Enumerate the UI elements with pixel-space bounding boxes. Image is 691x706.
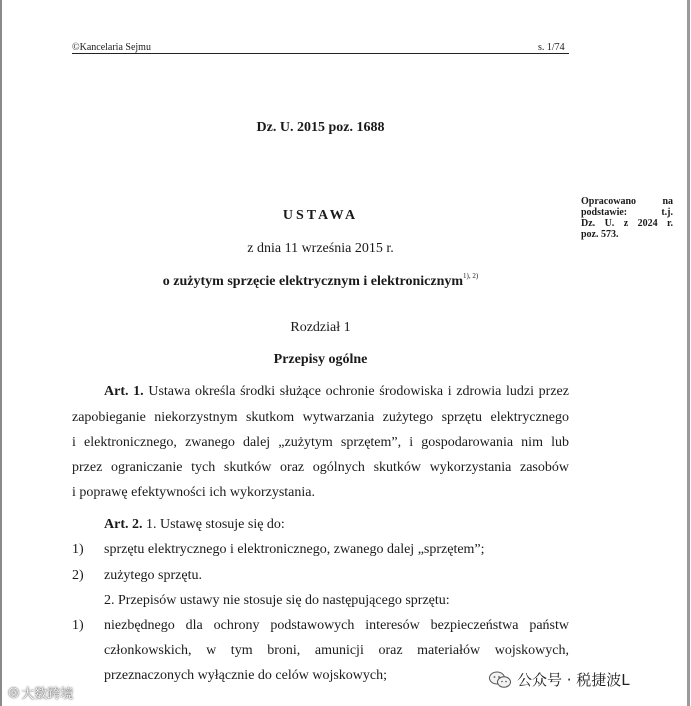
watermark-left-text: 大数跨境 [21,687,74,702]
list-item: zużytego sprzętu. [104,568,202,583]
weibo-icon: ◎ [8,685,20,700]
chapter-label: Rozdział 1 [290,320,351,335]
act-subject [72,274,569,290]
chapter-title: Przepisy ogólne [273,352,368,367]
page-right-border [687,0,690,706]
header-publisher: ©Kancelaria Sejmu [72,42,151,53]
list-number: 1) [72,618,84,633]
header-page-number: s. 1/74 [538,42,565,53]
document-title: Dz. U. 2015 poz. 1688 [256,120,385,135]
art1-label: Art. 1. [104,384,144,399]
art2-intro: Art. 2. 1. Ustawę stosuje się do: [104,517,285,532]
act-subject-text: o zużytym sprzęcie elektrycznym i elektronicznym [162,274,464,289]
art1-line: i elektronicznego, zwanego dalej „zużytym sprzętem”, i gospodarowania nim lub [72,435,569,450]
watermark-left [8,683,73,702]
art1-line: i poprawę efektywności ich wykorzystania. [72,485,315,500]
header-rule [72,53,569,54]
side-note [581,196,673,240]
list-item-line: członkowskich, w tym broni, amunicji oraz materiałów wojskowych, [104,643,569,658]
wechat-icon [489,671,511,689]
act-footnote-refs: 1), 2) [463,272,479,280]
art1-line: przez ograniczanie tych skutków oraz ogólnych skutków wykorzystania zasobów [72,460,569,475]
side-note-line: podstawie: t.j. [581,207,673,218]
art1-line: zapobieganie niekorzystnym skutkom wytwarzania zużytego sprzętu elektrycznego [72,410,569,425]
list-number: 1) [72,542,84,557]
watermark-right [489,669,630,690]
side-note-line: Opracowano na [581,196,673,207]
art1-line: Art. 1. Ustawa określa środki służące ochronie środowiska i zdrowia ludzi przez [104,384,569,399]
art2-para2: 2. Przepisów ustawy nie stosuje się do następującego sprzętu: [104,593,450,608]
act-date: z dnia 11 września 2015 r. [247,241,394,256]
side-note-line: poz. 573. [581,229,619,240]
list-item-line: niezbędnego dla ochrony podstawowych interesów bezpieczeństwa państw [104,618,569,633]
page-left-border [0,0,2,706]
watermark-right-text: 公众号 · 税捷波L [517,671,630,689]
art2-label: Art. 2. [104,517,143,532]
list-item-line: przeznaczonych wyłącznie do celów wojskowych; [104,668,387,683]
side-note-line: Dz. U. z 2024 r. [581,218,673,229]
list-item: sprzętu elektrycznego i elektronicznego, zwanego dalej „sprzętem”; [104,542,485,557]
act-type: USTAWA [282,208,359,223]
list-number: 2) [72,568,84,583]
